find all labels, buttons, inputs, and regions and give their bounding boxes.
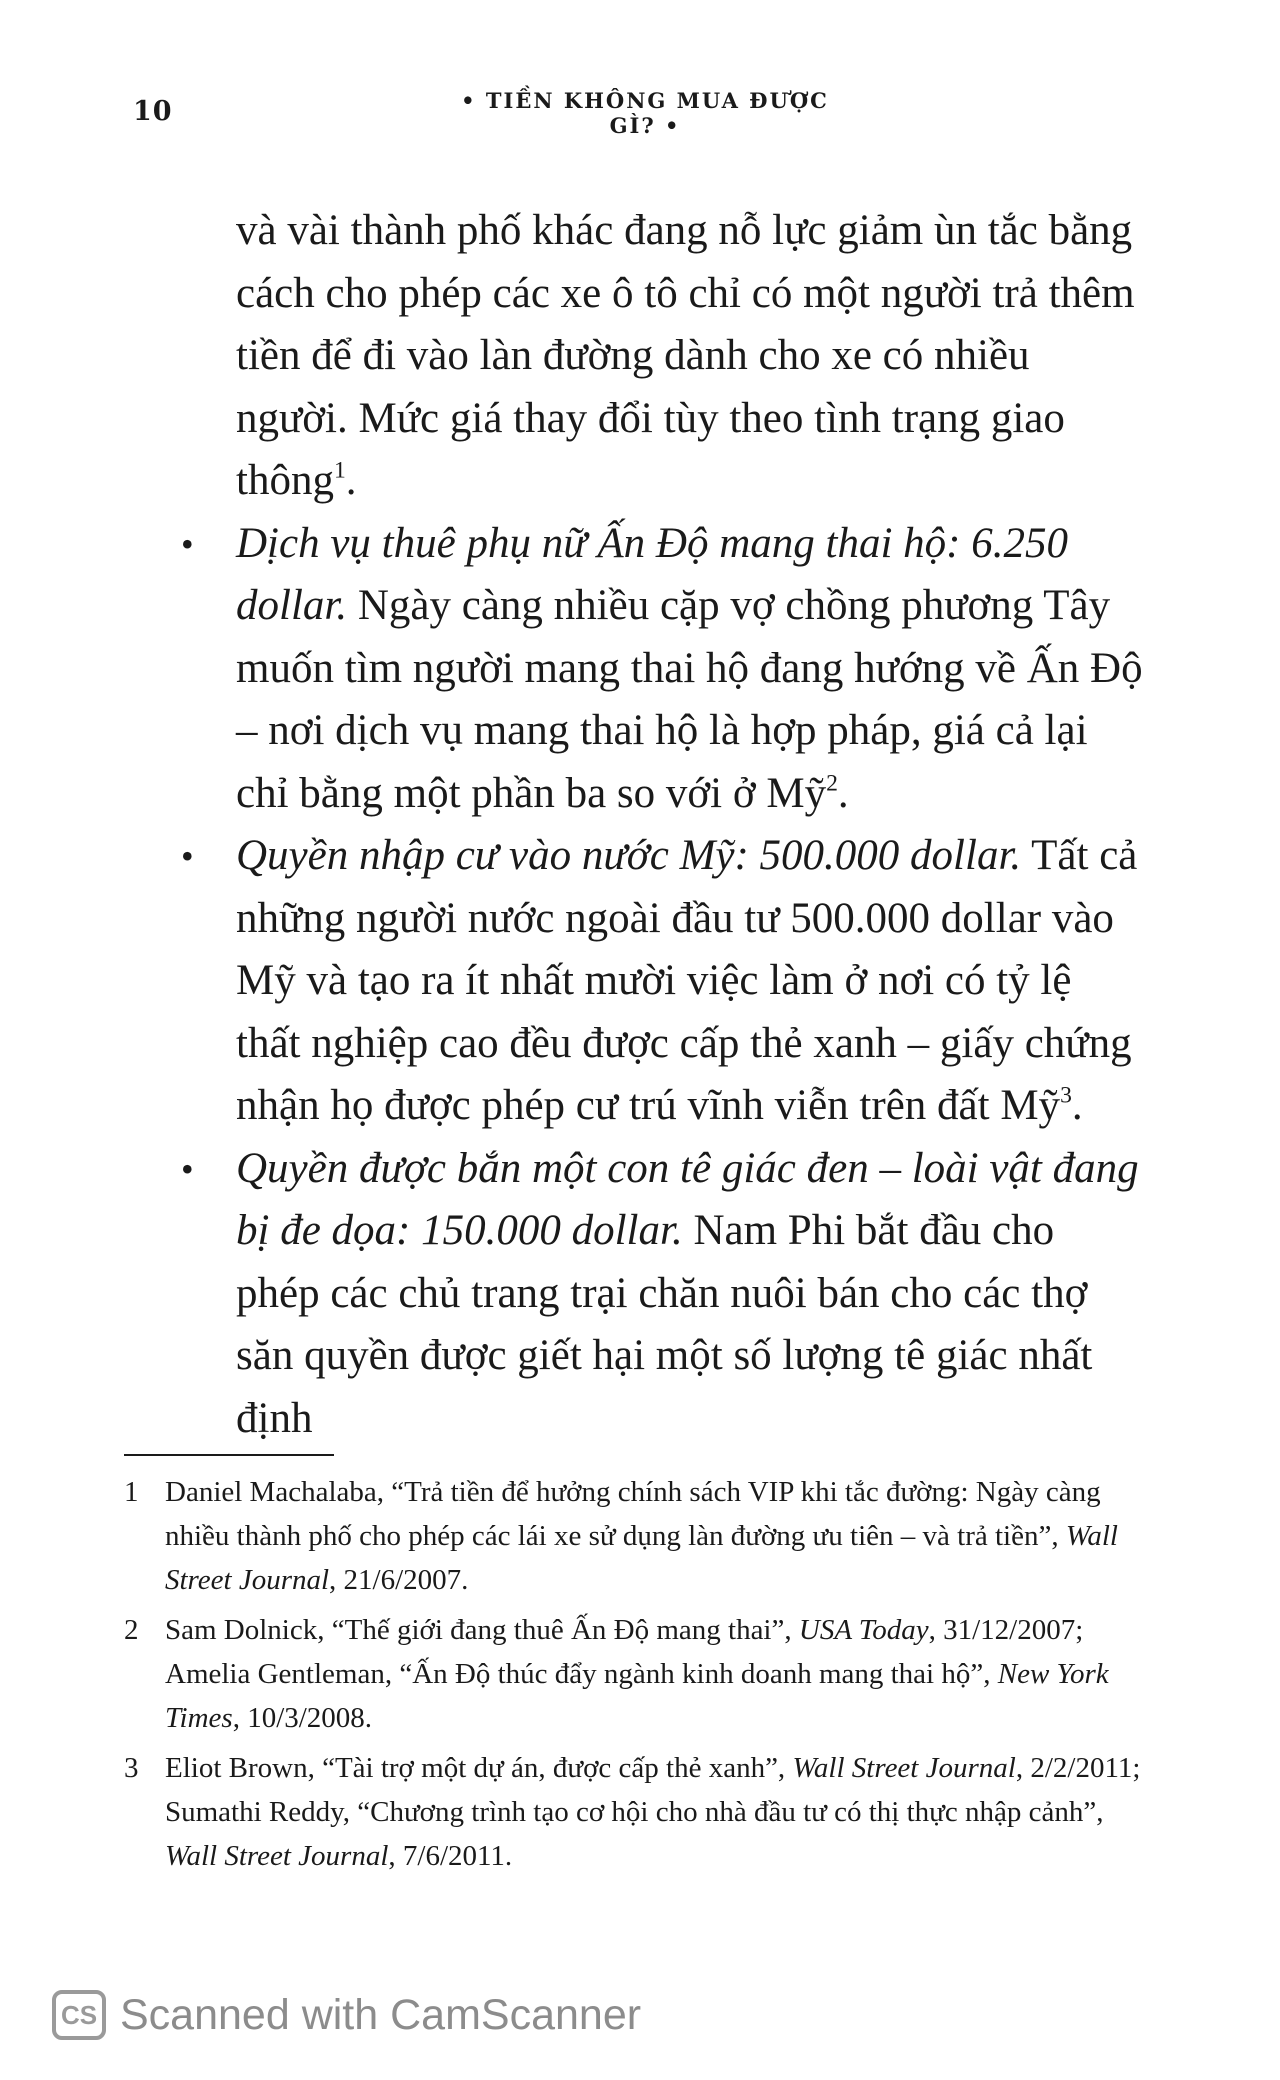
bullet-list [181, 513, 1146, 1451]
bullet-item [181, 1138, 1146, 1451]
punctuation: . [1071, 1082, 1083, 1129]
bullet-icon: • [181, 836, 194, 876]
page-number: 10 [133, 96, 173, 127]
bullet-text: Ngày càng nhiều cặp vợ chồng phương Tây muốn tìm người mang thai hộ đang hướng về Ấn Độ – nơi dịch vụ mang thai hộ là hợp pháp, giá cả lại chỉ bằng một phần ba so với ở Mỹ [236, 582, 1143, 817]
footnote-ref: 3 [1060, 1082, 1072, 1109]
punctuation: . [345, 457, 357, 504]
bullet-lead: Quyền nhập cư vào nước Mỹ: 500.000 dollar. [236, 832, 1022, 879]
body-text [181, 200, 1146, 1450]
footnote [124, 1746, 1144, 1878]
footnote-text: , 21/6/2007. [329, 1564, 469, 1596]
footnote [124, 1470, 1144, 1602]
footnote-number: 1 [124, 1476, 139, 1508]
footnote-source: New York Times [165, 1658, 1109, 1734]
bullet-text: Nam Phi bắt đầu cho phép các chủ trang trại chăn nuôi bán cho các thợ săn quyền được giết hại một số lượng tê giác nhất định [236, 1207, 1093, 1442]
footnote-text: Sam Dolnick, “Thế giới đang thuê Ấn Độ mang thai”, [165, 1614, 799, 1646]
footnote-source: Wall Street Journal [165, 1520, 1118, 1596]
footnote-source: Wall Street Journal [792, 1752, 1016, 1784]
footnote-number: 2 [124, 1614, 139, 1646]
watermark-text: Scanned with CamScanner [120, 1990, 642, 2039]
footnote-ref: 2 [826, 769, 838, 796]
continuation-paragraph [236, 200, 1146, 513]
footnote-ref: 1 [333, 457, 346, 484]
footnote-number: 3 [124, 1752, 139, 1784]
bullet-text: Tất cả những người nước ngoài đầu tư 500.000 dollar vào Mỹ và tạo ra ít nhất mười việc làm ở nơi có tỷ lệ thất nghiệp cao đều được cấp thẻ xanh – giấy chứng nhận họ được phép cư trú vĩnh viễn trên đất Mỹ [236, 832, 1138, 1129]
running-title: • TIỀN KHÔNG MUA ĐƯỢC GÌ? • [461, 88, 829, 138]
bullet-item [181, 513, 1146, 826]
punctuation: . [837, 769, 849, 817]
footnote-text: , 31/12/2007; Amelia Gentleman, “Ấn Độ thúc đẩy ngành kinh doanh mang thai hộ”, [165, 1614, 1084, 1690]
footnote-text: Eliot Brown, “Tài trợ một dự án, được cấp thẻ xanh”, [165, 1752, 793, 1784]
bullet-icon: • [181, 523, 194, 564]
footnote-source: Wall Street Journal [165, 1840, 389, 1872]
continuation-text: và vài thành phố khác đang nỗ lực giảm ùn tắc bằng cách cho phép các xe ô tô chỉ có một người trả thêm tiền để đi vào làn đường dành cho xe có nhiều người. Mức giá thay đổi tùy theo tình trạng giao thông [236, 207, 1135, 504]
footnote-text: , 7/6/2011. [388, 1840, 513, 1872]
footnote-text: , 2/2/2011; Sumathi Reddy, “Chương trình tạo cơ hội cho nhà đầu tư có thị thực nhập cảnh”, [165, 1752, 1141, 1828]
bullet-icon: • [181, 1148, 194, 1189]
footnote-divider [124, 1454, 334, 1456]
footnote-text: Daniel Machalaba, “Trả tiền để hưởng chính sách VIP khi tắc đường: Ngày càng nhiều thành phố cho phép các lái xe sử dụng làn đường ưu tiên – và trả tiền”, [165, 1476, 1101, 1552]
camscanner-watermark [52, 1982, 641, 2048]
bullet-lead: Quyền được bắn một con tê giác đen – loài vật đang bị đe dọa: 150.000 dollar. [236, 1144, 1139, 1254]
footnote-text: , 10/3/2008. [232, 1702, 373, 1734]
footnotes [124, 1470, 1144, 1884]
camscanner-logo-icon: CS [52, 1990, 106, 2040]
bullet-item [181, 825, 1146, 1138]
footnote [124, 1608, 1144, 1740]
footnote-source: USA Today [798, 1614, 929, 1646]
bullet-lead: Dịch vụ thuê phụ nữ Ấn Độ mang thai hộ: 6.250 dollar. [236, 519, 1068, 629]
